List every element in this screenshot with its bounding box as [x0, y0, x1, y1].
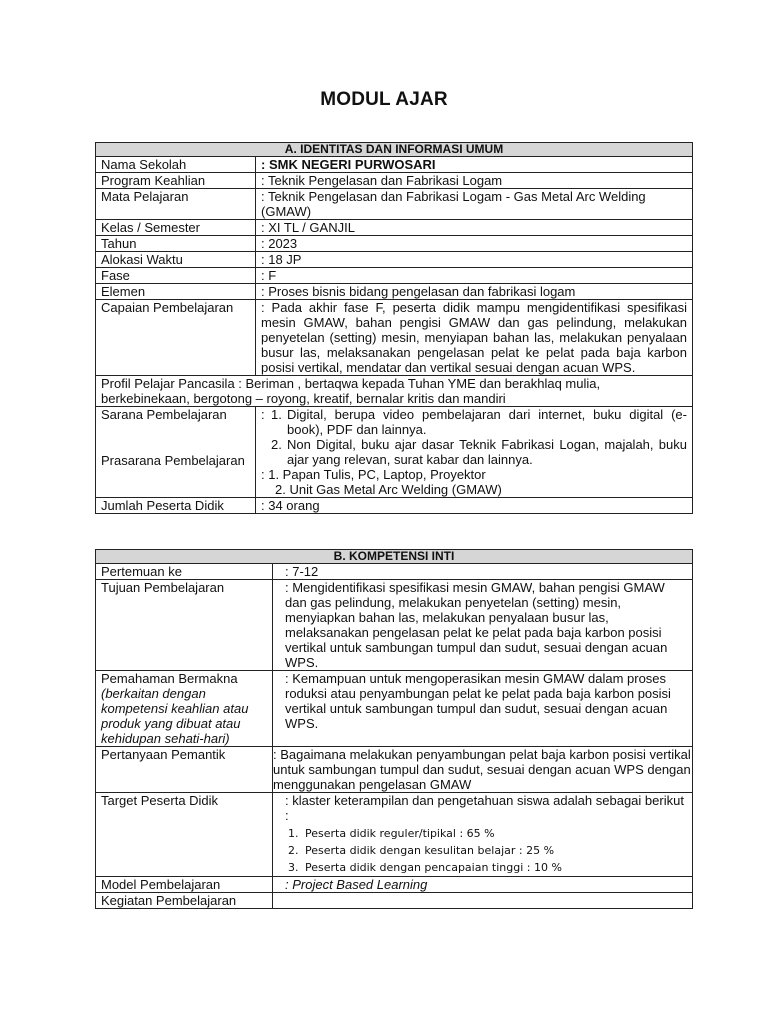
table-row — [96, 220, 693, 236]
table-row — [96, 580, 693, 671]
row-value: : Proses bisnis bidang pengelasan dan fabrikasi logam — [256, 284, 693, 300]
row-value: : Bagaimana melakukan penyambungan pelat baja karbon posisi vertikal untuk sambungan tumpul dan sudut, sesuai dengan acuan WPS dengan menggunakan pengelasan GMAW — [273, 747, 691, 792]
prasarana-line-1: : 1. Papan Tulis, PC, Laptop, Proyektor — [261, 467, 486, 482]
row-value: : 2023 — [256, 236, 693, 252]
row-value: : Teknik Pengelasan dan Fabrikasi Logam — [256, 173, 693, 189]
row-label: Kegiatan Pembelajaran — [96, 893, 273, 909]
table-row — [96, 300, 693, 376]
row-label: Jumlah Peserta Didik — [96, 498, 256, 514]
row-label: Pertanyaan Pemantik — [96, 747, 273, 793]
table-row — [96, 407, 693, 498]
row-label: Tahun — [96, 236, 256, 252]
pemahaman-label: Pemahaman Bermakna — [101, 671, 238, 686]
row-value: : Project Based Learning — [273, 877, 693, 893]
table-row — [96, 376, 693, 407]
table-row — [96, 173, 693, 189]
section-b-header — [96, 550, 693, 564]
pemahaman-note: (berkaitan dengan kompetensi keahlian atau produk yang dibuat atau kehidupan sehati-hari) — [101, 686, 249, 746]
list-item: 1. Peserta didik reguler/tipikal : 65 % — [288, 827, 495, 840]
list-item: 2. Non Digital, buku ajar dasar Teknik Fabrikasi Logan, majalah, buku ajar yang relevan, surat kabar dan lainnya. — [271, 437, 687, 467]
row-label — [96, 407, 256, 498]
prasarana-line-2: 2. Unit Gas Metal Arc Welding (GMAW) — [275, 482, 502, 497]
list-item: 3. Peserta didik dengan pencapaian tinggi : 10 % — [288, 861, 562, 874]
row-value — [273, 793, 693, 877]
row-value: : SMK NEGERI PURWOSARI — [256, 157, 693, 173]
table-row — [96, 747, 693, 793]
row-value: : Mengidentifikasi spesifikasi mesin GMAW, bahan pengisi GMAW dan gas pelindung, melakukan penyetelan (setting) mesin, menyiapkan bahan las, melakukan penyalaan busur las, melaksanakan pengelasan pelat ke pelat pada baja karbon posisi vertikal untuk sambungan tumpul dan sudut, sesuai dengan acuan WPS. — [273, 580, 693, 671]
section-a-header — [96, 143, 693, 157]
section-b-title: B. KOMPETENSI INTI — [96, 550, 693, 564]
row-value — [256, 407, 693, 498]
row-value: : 34 orang — [256, 498, 693, 514]
table-row — [96, 564, 693, 580]
page-title: MODUL AJAR — [320, 89, 448, 110]
row-label: Capaian Pembelajaran — [96, 300, 256, 376]
prasarana-label: Prasarana Pembelajaran — [101, 453, 245, 468]
table-row — [96, 793, 693, 877]
table-row — [96, 157, 693, 173]
table-row — [96, 189, 693, 220]
profil-pelajar-text: Profil Pelajar Pancasila : Beriman , bertaqwa kepada Tuhan YME dan berakhlaq mulia, berkebinekaan, bergotong – royong, kreatif, bernalar kritis dan mandiri — [96, 376, 693, 407]
table-row — [96, 893, 693, 909]
row-label: Fase — [96, 268, 256, 284]
row-label: Target Peserta Didik — [96, 793, 273, 877]
table-row — [96, 671, 693, 747]
competency-table — [95, 549, 693, 909]
row-label: Program Keahlian — [96, 173, 256, 189]
table-row — [96, 252, 693, 268]
sarana-colon: : — [261, 407, 265, 422]
row-value: : 7-12 — [273, 564, 693, 580]
row-label — [96, 671, 273, 747]
identity-table — [95, 142, 693, 514]
table-row — [96, 877, 693, 893]
sarana-label: Sarana Pembelajaran — [101, 407, 227, 422]
row-label: Elemen — [96, 284, 256, 300]
row-label: Mata Pelajaran — [96, 189, 256, 220]
row-value: : Teknik Pengelasan dan Fabrikasi Logam - Gas Metal Arc Welding (GMAW) — [256, 189, 693, 220]
row-value: : Kemampuan untuk mengoperasikan mesin GMAW dalam proses roduksi atau penyambungan pelat ke pelat pada baja karbon posisi vertikal untuk sambungan tumpul dan sudut, sesuai dengan acuan WPS. — [273, 671, 693, 747]
row-label: Pertemuan ke — [96, 564, 273, 580]
table-row — [96, 268, 693, 284]
row-label: Model Pembelajaran — [96, 877, 273, 893]
list-item: 2. Peserta didik dengan kesulitan belajar : 25 % — [288, 844, 555, 857]
table-row — [96, 284, 693, 300]
row-value — [273, 893, 693, 909]
row-label: Kelas / Semester — [96, 220, 256, 236]
row-value: : 18 JP — [256, 252, 693, 268]
table-row — [96, 236, 693, 252]
row-label: Nama Sekolah — [96, 157, 256, 173]
row-value: : Pada akhir fase F, peserta didik mampu mengidentifikasi spesifikasi mesin GMAW, bahan pengisi GMAW dan gas pelindung, melakukan penyetelan (setting) mesin, menyiapan bahan las, melakukan penyalaan busur las, melaksanakan pengelasan pelat ke pelat pada baja karbon posisi vertikal, mendatar dan vertikal sesuai dengan acuan WPS. — [256, 300, 693, 376]
row-label: Alokasi Waktu — [96, 252, 256, 268]
target-intro: : klaster keterampilan dan pengetahuan siswa adalah sebagai berikut : — [285, 793, 684, 823]
row-value: : XI TL / GANJIL — [256, 220, 693, 236]
list-item: 1. Digital, berupa video pembelajaran dari internet, buku digital (e-book), PDF dan lainnya. — [271, 407, 687, 437]
row-value: : F — [256, 268, 693, 284]
row-label: Tujuan Pembelajaran — [96, 580, 273, 671]
section-a-title: A. IDENTITAS DAN INFORMASI UMUM — [96, 143, 693, 157]
table-row — [96, 498, 693, 514]
